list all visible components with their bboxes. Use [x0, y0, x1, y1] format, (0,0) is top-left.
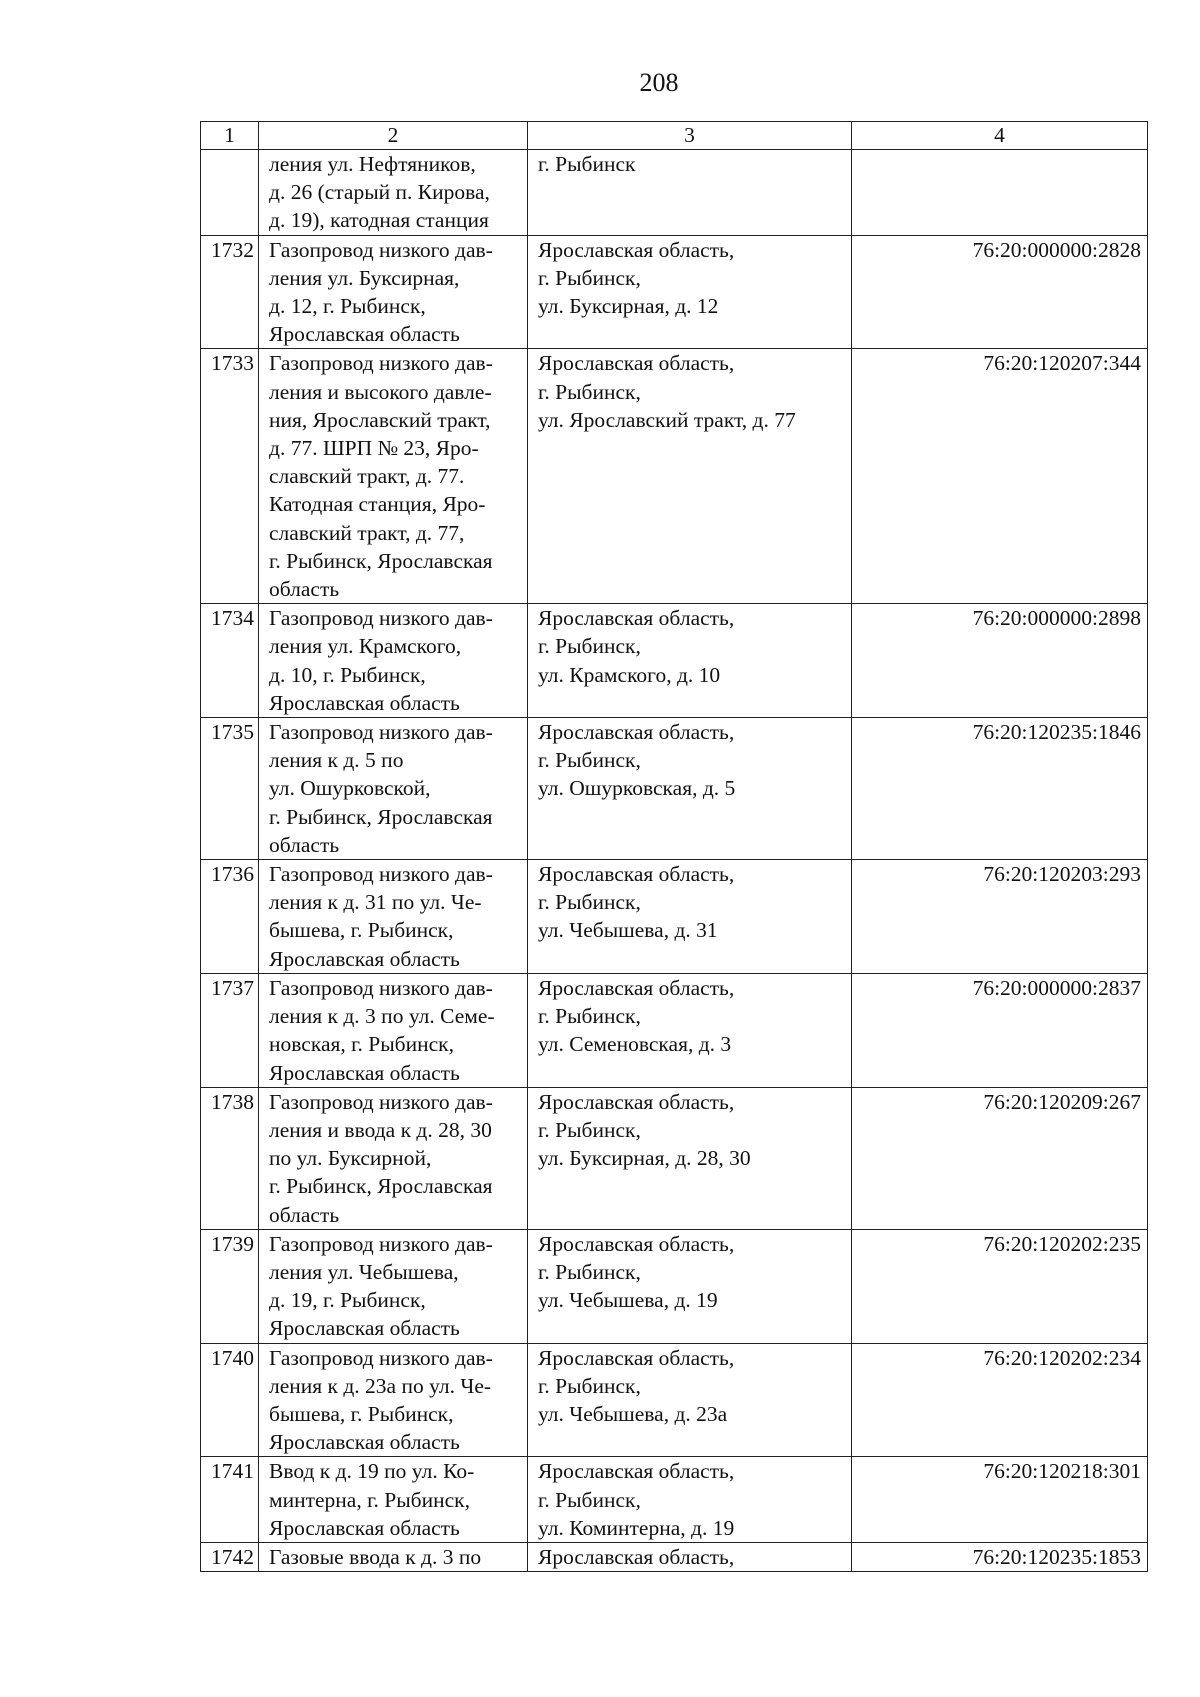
address-line: ул. Крамского, д. 10 — [538, 662, 721, 687]
address-line: г. Рыбинск, — [538, 265, 641, 290]
address-cell — [528, 235, 852, 349]
object-name-line: славский тракт, д. 77, — [269, 520, 465, 545]
cadastral-number: 76:20:120203:293 — [852, 860, 1148, 974]
object-name-cell — [259, 860, 528, 974]
object-name-cell — [259, 1229, 528, 1343]
object-name-line: Катодная станция, Яро- — [269, 492, 486, 517]
object-name-cell — [259, 604, 528, 718]
header-col-1: 1 — [201, 122, 259, 150]
object-name-line: область — [269, 832, 340, 857]
object-name-line: ления и высокого давле- — [269, 379, 492, 404]
object-name-line: Ярославская область — [269, 1515, 460, 1540]
object-name-line: д. 77. ШРП № 23, Яро- — [269, 436, 479, 461]
object-name-line: д. 19), катодная станция — [269, 208, 489, 233]
object-name-line: Газовые ввода к д. 3 по — [269, 1544, 482, 1569]
row-number: 1737 — [201, 973, 259, 1087]
cadastral-number: 76:20:000000:2837 — [852, 973, 1148, 1087]
address-line: ул. Ошурковская, д. 5 — [538, 776, 736, 801]
address-line: Ярославская область, — [538, 1459, 735, 1484]
object-name-line: Газопровод низкого дав- — [269, 720, 493, 745]
object-name-line: ния, Ярославский тракт, — [269, 407, 491, 432]
object-name-line: Газопровод низкого дав- — [269, 975, 493, 1000]
address-line: Ярославская область, — [538, 1089, 735, 1114]
object-name-line: минтерна, г. Рыбинск, — [269, 1487, 470, 1512]
object-name-line: славский тракт, д. 77. — [269, 464, 465, 489]
row-number: 1740 — [201, 1343, 259, 1457]
address-line: Ярославская область, — [538, 237, 735, 262]
object-name-cell — [259, 718, 528, 860]
object-name-cell — [259, 150, 528, 236]
row-number — [201, 150, 259, 236]
table-row — [201, 150, 1148, 236]
page-number: 208 — [639, 68, 679, 97]
address-line: ул. Чебышева, д. 31 — [538, 918, 718, 943]
address-line: г. Рыбинск, — [538, 1487, 641, 1512]
object-name-cell — [259, 1542, 528, 1571]
object-name-line: Ярославская область — [269, 1060, 460, 1085]
row-number: 1736 — [201, 860, 259, 974]
object-name-line: ления и ввода к д. 28, 30 — [269, 1117, 492, 1142]
object-name-line: область — [269, 577, 340, 602]
object-name-line: ления к д. 5 по — [269, 748, 404, 773]
object-name-cell — [259, 1457, 528, 1543]
table-row — [201, 1457, 1148, 1543]
object-name-line: ления ул. Крамского, — [269, 634, 462, 659]
header-col-2: 2 — [259, 122, 528, 150]
address-line: Ярославская область, — [538, 351, 735, 376]
object-name-line: д. 12, г. Рыбинск, — [269, 294, 426, 319]
object-name-line: Газопровод низкого дав- — [269, 1089, 493, 1114]
address-cell — [528, 150, 852, 236]
address-line: Ярославская область, — [538, 1544, 735, 1569]
table-row — [201, 718, 1148, 860]
registry-table — [200, 121, 1148, 1572]
object-name-line: г. Рыбинск, Ярославская — [269, 548, 493, 573]
cadastral-number: 76:20:000000:2898 — [852, 604, 1148, 718]
object-name-line: ления ул. Чебышева, — [269, 1259, 459, 1284]
table-row — [201, 1542, 1148, 1571]
object-name-line: новская, г. Рыбинск, — [269, 1032, 454, 1057]
row-number: 1734 — [201, 604, 259, 718]
address-line: ул. Семеновская, д. 3 — [538, 1032, 732, 1057]
table-row — [201, 349, 1148, 604]
row-number: 1742 — [201, 1542, 259, 1571]
object-name-line: область — [269, 1202, 340, 1227]
object-name-line: ления к д. 3 по ул. Семе- — [269, 1004, 495, 1029]
object-name-line: Ярославская область — [269, 946, 460, 971]
object-name-line: Газопровод низкого дав- — [269, 237, 493, 262]
cadastral-number: 76:20:120202:235 — [852, 1229, 1148, 1343]
address-line: ул. Буксирная, д. 28, 30 — [538, 1146, 751, 1171]
object-name-cell — [259, 349, 528, 604]
object-name-line: Ярославская область — [269, 322, 460, 347]
address-cell — [528, 860, 852, 974]
object-name-cell — [259, 1087, 528, 1229]
row-number: 1733 — [201, 349, 259, 604]
address-line: г. Рыбинск, — [538, 634, 641, 659]
address-line: Ярославская область, — [538, 606, 735, 631]
object-name-line: Ярославская область — [269, 690, 460, 715]
address-cell — [528, 718, 852, 860]
table-row — [201, 973, 1148, 1087]
object-name-line: д. 26 (старый п. Кирова, — [269, 180, 490, 205]
address-cell — [528, 1087, 852, 1229]
table-row — [201, 1229, 1148, 1343]
row-number: 1741 — [201, 1457, 259, 1543]
table-header — [201, 122, 1148, 150]
address-line: г. Рыбинск, — [538, 379, 641, 404]
cadastral-number — [852, 150, 1148, 236]
table-body — [201, 150, 1148, 1572]
table-row — [201, 235, 1148, 349]
object-name-line: Газопровод низкого дав- — [269, 862, 493, 887]
address-cell — [528, 349, 852, 604]
object-name-line: Ярославская область — [269, 1430, 460, 1455]
object-name-line: по ул. Буксирной, — [269, 1146, 432, 1171]
object-name-line: ления ул. Нефтяников, — [269, 152, 476, 176]
cadastral-number: 76:20:120235:1846 — [852, 718, 1148, 860]
cadastral-number: 76:20:120202:234 — [852, 1343, 1148, 1457]
address-line: г. Рыбинск, — [538, 1117, 641, 1142]
table-row — [201, 1343, 1148, 1457]
object-name-cell — [259, 235, 528, 349]
address-line: Ярославская область, — [538, 1231, 735, 1256]
header-col-3: 3 — [528, 122, 852, 150]
row-number: 1732 — [201, 235, 259, 349]
address-line: Ярославская область, — [538, 720, 735, 745]
address-line: ул. Чебышева, д. 19 — [538, 1288, 718, 1313]
cadastral-number: 76:20:120218:301 — [852, 1457, 1148, 1543]
object-name-line: бышева, г. Рыбинск, — [269, 918, 454, 943]
object-name-line: г. Рыбинск, Ярославская — [269, 1174, 493, 1199]
object-name-line: д. 19, г. Рыбинск, — [269, 1288, 426, 1313]
table-row — [201, 604, 1148, 718]
cadastral-number: 76:20:120209:267 — [852, 1087, 1148, 1229]
address-line: ул. Коминтерна, д. 19 — [538, 1515, 735, 1540]
address-cell — [528, 1229, 852, 1343]
address-line: г. Рыбинск, — [538, 1373, 641, 1398]
address-line: ул. Ярославский тракт, д. 77 — [538, 407, 796, 432]
object-name-line: Газопровод низкого дав- — [269, 351, 493, 376]
object-name-line: д. 10, г. Рыбинск, — [269, 662, 426, 687]
address-cell — [528, 1343, 852, 1457]
object-name-line: ления к д. 23а по ул. Че- — [269, 1373, 492, 1398]
row-number: 1739 — [201, 1229, 259, 1343]
object-name-line: Газопровод низкого дав- — [269, 1231, 493, 1256]
object-name-line: Ярославская область — [269, 1316, 460, 1341]
object-name-line: г. Рыбинск, Ярославская — [269, 804, 493, 829]
address-line: Ярославская область, — [538, 1345, 735, 1370]
address-cell — [528, 1457, 852, 1543]
address-line: г. Рыбинск, — [538, 748, 641, 773]
cadastral-number: 76:20:120235:1853 — [852, 1542, 1148, 1571]
address-line: г. Рыбинск — [538, 152, 636, 176]
address-line: ул. Чебышева, д. 23а — [538, 1401, 728, 1426]
address-line: Ярославская область, — [538, 975, 735, 1000]
object-name-line: ления ул. Буксирная, — [269, 265, 460, 290]
address-line: ул. Буксирная, д. 12 — [538, 294, 719, 319]
address-line: г. Рыбинск, — [538, 1259, 641, 1284]
address-cell — [528, 604, 852, 718]
row-number: 1738 — [201, 1087, 259, 1229]
cadastral-number: 76:20:000000:2828 — [852, 235, 1148, 349]
address-line: г. Рыбинск, — [538, 890, 641, 915]
object-name-cell — [259, 1343, 528, 1457]
object-name-line: Ввод к д. 19 по ул. Ко- — [269, 1459, 475, 1484]
table-row — [201, 860, 1148, 974]
object-name-line: ления к д. 31 по ул. Че- — [269, 890, 482, 915]
row-number: 1735 — [201, 718, 259, 860]
header-col-4: 4 — [852, 122, 1148, 150]
object-name-line: ул. Ошурковской, — [269, 776, 431, 801]
address-line: Ярославская область, — [538, 862, 735, 887]
address-cell — [528, 1542, 852, 1571]
object-name-line: бышева, г. Рыбинск, — [269, 1401, 454, 1426]
object-name-line: Газопровод низкого дав- — [269, 606, 493, 631]
cadastral-number: 76:20:120207:344 — [852, 349, 1148, 604]
object-name-cell — [259, 973, 528, 1087]
table-row — [201, 1087, 1148, 1229]
object-name-line: Газопровод низкого дав- — [269, 1345, 493, 1370]
address-cell — [528, 973, 852, 1087]
header-row — [201, 122, 1148, 150]
address-line: г. Рыбинск, — [538, 1004, 641, 1029]
